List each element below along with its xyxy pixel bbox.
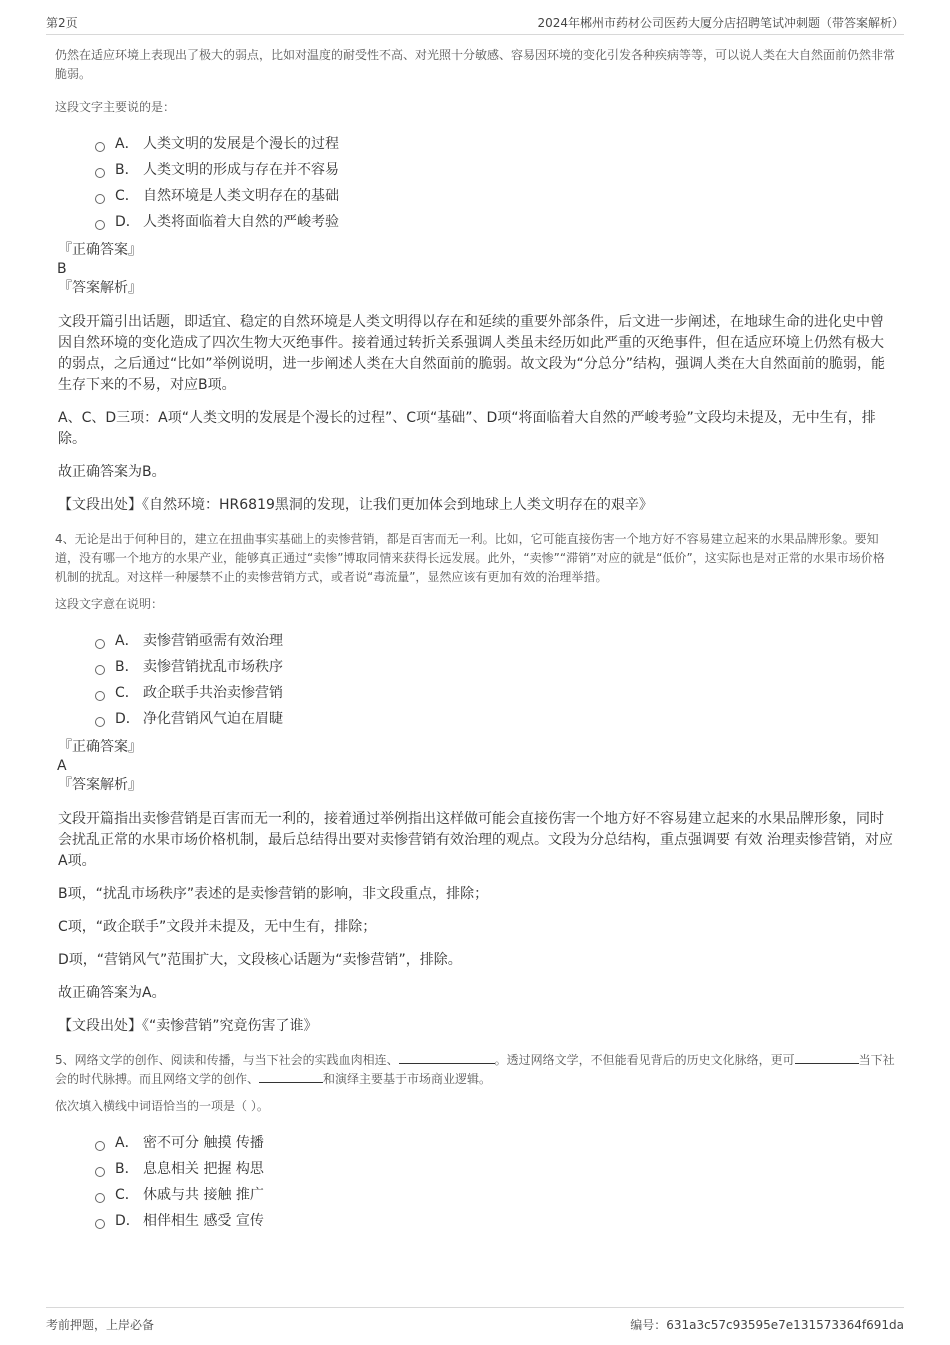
radio-icon[interactable] [95, 142, 105, 152]
question-4-option-a[interactable]: A． 卖惨营销亟需有效治理 [95, 628, 895, 654]
question-5-prompt: 依次填入横线中词语恰当的一项是（ ）。 [55, 1099, 269, 1113]
question-4-prompt: 这段文字意在说明： [55, 597, 164, 611]
question-3-analysis-2: A、C、D三项：A项“人类文明的发展是个漫长的过程”、C项“基础”、D项“将面临着大自然的严峻考验”文段均未提及，无中生有，排除。 [58, 410, 876, 447]
question-3-option-a[interactable]: A． 人类文明的发展是个漫长的过程 [95, 131, 895, 157]
fill-blank-1[interactable] [399, 1051, 495, 1064]
page-number: 第2页 [46, 16, 78, 30]
radio-icon[interactable] [95, 639, 105, 649]
question-4-text: 4、无论是出于何种目的，建立在扭曲事实基础上的卖惨营销，都是百害而无一利。比如，它可能直接伤害一个地方好不容易建立起来的水果品牌形象。要知道，没有哪一个地方的水果产业，能够真正通过“卖惨”博取同情来获得长远发展。此外，“卖惨”“滞销”对应的就是“低价”，这实际也是对正常的水果市场价格机制的扰乱。对这样一种屡禁不止的卖惨营销方式，或者说“毒流量”，显然应该有更加有效的治理举措。 [55, 532, 885, 584]
question-5-options [95, 1130, 895, 1234]
question-3-tail: 仍然在适应环境上表现出了极大的弱点，比如对温度的耐受性不高、对光照十分敏感、容易因环境的变化引发各种疾病等等，可以说人类在大自然面前仍然非常脆弱。 [55, 48, 896, 81]
question-3-options [95, 131, 895, 235]
radio-icon[interactable] [95, 1167, 105, 1177]
question-4-analysis-2: B项，“扰乱市场秩序”表述的是卖惨营销的影响，非文段重点，排除； [58, 886, 489, 902]
footer-slogan: 考前押题，上岸必备 [46, 1318, 155, 1332]
question-4-analysis-label: 『答案解析』 [58, 777, 142, 793]
question-3-analysis-1: 文段开篇引出话题，即适宜、稳定的自然环境是人类文明得以存在和延续的重要外部条件，后文进一步阐述，在地球生命的进化史中曾因自然环境的变化造成了四次生物大灭绝事件。接着通过转折关系强调人类虽未经历如此严重的灭绝事件，但在适应环境上仍然有极大的弱点，之后通过“比如”举例说明，进一步阐述人类在大自然面前的脆弱。故文段为“分总分”结构，强调人类在大自然面前的脆弱，能生存下来的不易，对应B项。 [58, 314, 886, 393]
question-3-answer: B [57, 261, 67, 277]
radio-icon[interactable] [95, 220, 105, 230]
question-4-answer: A [57, 758, 67, 774]
radio-icon[interactable] [95, 665, 105, 675]
question-3-option-d[interactable]: D． 人类将面临着大自然的严峻考验 [95, 209, 895, 235]
question-5-text: 5、网络文学的创作、阅读和传播，与当下社会的实践血肉相连、 。透过网络文学，不但能看见背后的历史文化脉络，更可 当下社会的时代脉搏。而且网络文学的创作、 和演绎主要基于市场商业逻辑。 [55, 1053, 895, 1086]
question-4-analysis-1: 文段开篇指出卖惨营销是百害而无一利的，接着通过举例指出这样做可能会直接伤害一个地方好不容易建立起来的水果品牌形象，同时会扰乱正常的水果市场价格机制，最后总结得出要对卖惨营销有效治理的观点。文段为分总结构，重点强调要 有效 治理卖惨营销，对应A项。 [58, 811, 893, 869]
question-5-option-c[interactable]: C． 休戚与共 接触 推广 [95, 1182, 895, 1208]
question-3-option-c[interactable]: C． 自然环境是人类文明存在的基础 [95, 183, 895, 209]
question-4-option-d[interactable]: D． 净化营销风气迫在眉睫 [95, 706, 895, 732]
radio-icon[interactable] [95, 168, 105, 178]
radio-icon[interactable] [95, 717, 105, 727]
question-4-analysis-3: C项，“政企联手”文段并未提及，无中生有，排除； [58, 919, 377, 935]
question-3-prompt: 这段文字主要说的是： [55, 100, 176, 114]
radio-icon[interactable] [95, 194, 105, 204]
question-3-analysis-3: 故正确答案为B。 [58, 464, 166, 480]
radio-icon[interactable] [95, 1219, 105, 1229]
question-5-option-d[interactable]: D． 相伴相生 感受 宣传 [95, 1208, 895, 1234]
radio-icon[interactable] [95, 691, 105, 701]
page-footer [46, 1307, 904, 1338]
document-id: 编号：631a3c57c93595e7e131573364f691da [630, 1318, 904, 1332]
question-3-analysis-label: 『答案解析』 [58, 280, 142, 296]
radio-icon[interactable] [95, 1193, 105, 1203]
question-4-analysis-5: 故正确答案为A。 [58, 985, 166, 1001]
question-5-option-b[interactable]: B． 息息相关 把握 构思 [95, 1156, 895, 1182]
radio-icon[interactable] [95, 1141, 105, 1151]
question-4-answer-label: 『正确答案』 [58, 739, 142, 755]
question-4-option-b[interactable]: B． 卖惨营销扰乱市场秩序 [95, 654, 895, 680]
fill-blank-2[interactable] [795, 1051, 859, 1064]
question-3-answer-label: 『正确答案』 [58, 242, 142, 258]
question-4-option-c[interactable]: C． 政企联手共治卖惨营销 [95, 680, 895, 706]
question-4-analysis-4: D项，“营销风气”范围扩大，文段核心话题为“卖惨营销”，排除。 [58, 952, 462, 968]
fill-blank-3[interactable] [259, 1070, 323, 1083]
page-header [46, 12, 904, 35]
question-4-options [95, 628, 895, 732]
question-3-source: 【文段出处】《自然环境：HR6819黑洞的发现，让我们更加体会到地球上人类文明存在的艰辛》 [58, 497, 653, 513]
document-title: 2024年郴州市药材公司医药大厦分店招聘笔试冲刺题（带答案解析） [537, 16, 904, 30]
question-5-option-a[interactable]: A． 密不可分 触摸 传播 [95, 1130, 895, 1156]
question-4-source: 【文段出处】《“卖惨营销”究竟伤害了谁》 [58, 1018, 318, 1034]
page-content [55, 46, 895, 1240]
question-3-option-b[interactable]: B． 人类文明的形成与存在并不容易 [95, 157, 895, 183]
